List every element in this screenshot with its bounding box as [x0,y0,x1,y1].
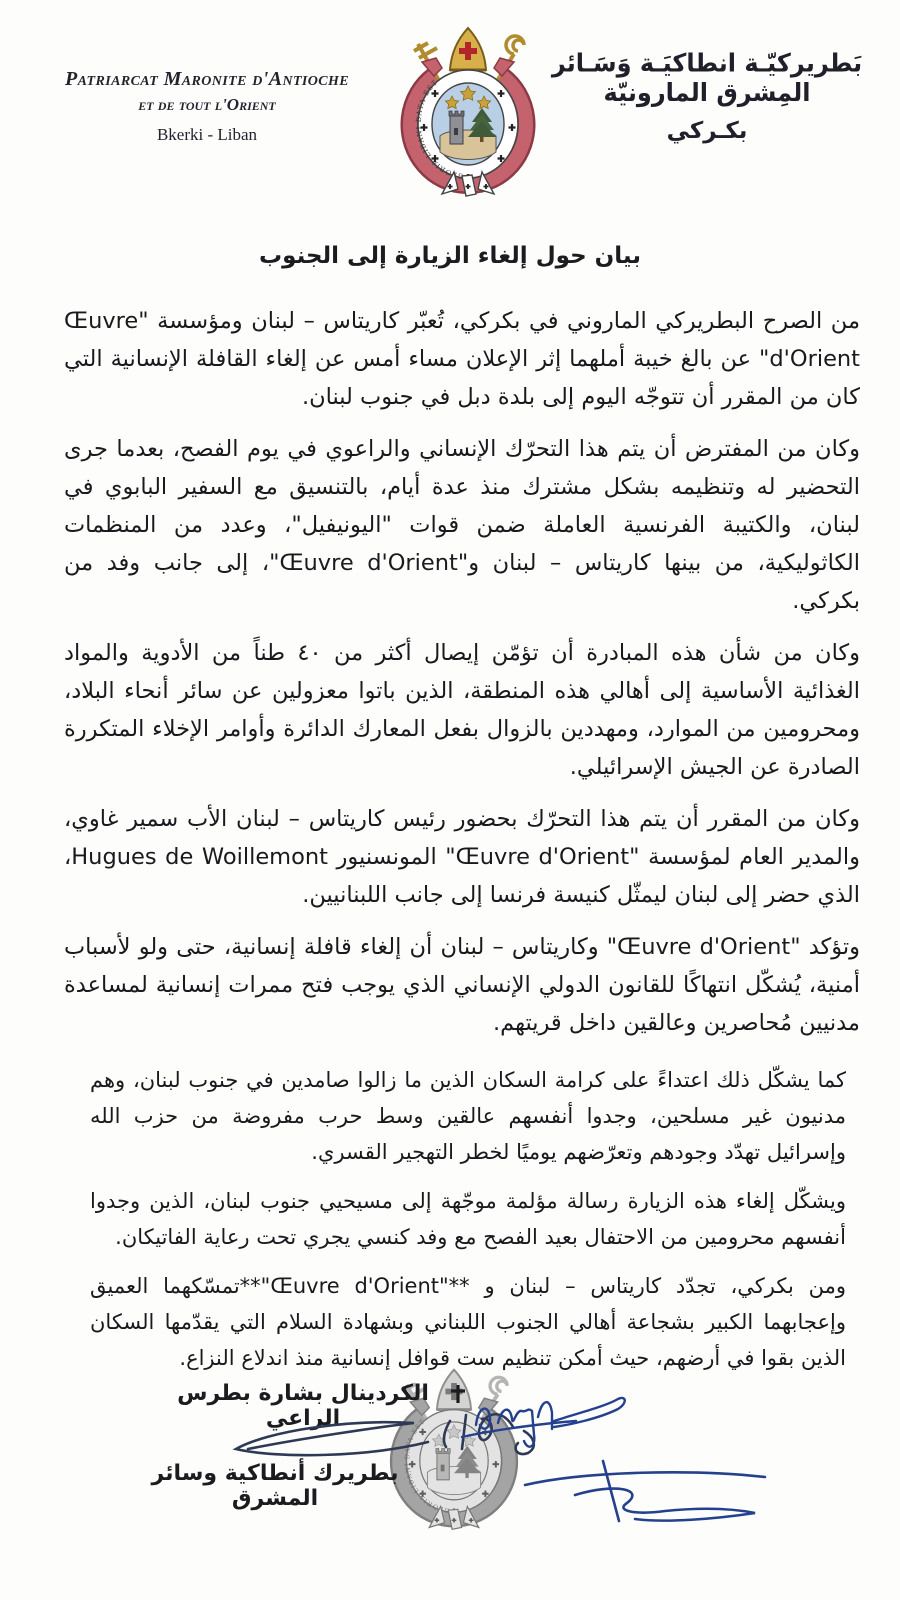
signatory-title: بطريرك أنطاكية وسائر المشرق [151,1461,399,1511]
paragraph-5: وتؤكد "Œuvre d'Orient" وكاريتاس – لبنان أن إلغاء قافلة إنسانية، حتى ولو لأسباب أمنية، يُشكّل انتهاكًا للقانون الدولي الإنساني الذي يوجب فتح ممرات إنسانية لمساعدة مدنيين مُحاصرين وعالقين داخل قريتهم. [64,934,860,1036]
signatory-name: الكردينال بشارة بطرس الراعي [177,1381,429,1431]
signature-block [0,1355,900,1600]
org-name-fr-line2: et de tout l'Orient [138,95,276,114]
paragraph-2: وكان من المفترض أن يتم هذا التحرّك الإنساني والراعوي في يوم الفصح، بعدما جرى التحضير له وتنظيمه بشكل مشترك منذ عدة أيام، بالتنسيق مع السفير البابوي في لبنان، والكتيبة الفرنسية العاملة ضمن قوات "اليونيفيل"، وعدد من المنظمات الكاثوليكية، من بينها كاريتاس – لبنان و"Œuvre d'Orient"، إلى جانب وفد من بكركي. [64,436,860,614]
org-location-fr: Bkerki - Liban [156,125,258,144]
paragraph-4: وكان من المقرر أن يتم هذا التحرّك بحضور رئيس كاريتاس – لبنان الأب سمير غاوي، والمدير العام لمؤسسة "Œuvre d'Orient" المونسنيور Hugues de Woillemont، الذي حضر إلى لبنان ليمثّل كنيسة فرنسا إلى جانب اللبنانيين. [64,806,860,908]
org-name-fr-line1: Patriarcat Maronite d'Antioche [64,68,350,90]
patriarchate-coat-of-arms-icon [388,24,548,199]
statement-body-indented [64,1062,860,1376]
org-name-ar: بَطريركيّـة انطاكيَـة وَسَـائر المِشرق المارونيّة [551,48,863,108]
paragraph-7: ويشكّل إلغاء هذه الزيارة رسالة مؤلمة موجّهة إلى مسيحيي جنوب لبنان، الذين وجدوا أنفسهم محرومين من الاحتفال بعيد الفصح مع وفد كنسي يجري تحت رعاية الفاتيكان. [90,1189,846,1249]
letterhead-french [42,68,372,145]
statement-title: بيان حول إلغاء الزيارة إلى الجنوب [259,243,641,270]
paragraph-8: ومن بكركي، تجدّد كاريتاس – لبنان و **"Œuvre d'Orient"**تمسّكهما العميق وإعجابهما الكبير بشجاعة أهالي الجنوب اللبناني وبشهادة السلام التي يقدّمها السكان الذين بقوا في أرضهم، حيث أمكن تنظيم ست قوافل إنسانية منذ اندلاع النزاع. [90,1274,846,1370]
paragraph-1: من الصرح البطريركي الماروني في بكركي، تُعبّر كاريتاس – لبنان ومؤسسة "Œuvre d'Orient" عن بالغ خيبة أملهما إثر الإعلان مساء أمس عن إلغاء القافلة الإنسانية التي كان من المقرر أن تتوجّه اليوم إلى بلدة دبل في جنوب لبنان. [64,308,860,410]
org-location-ar: بكـركي [666,118,748,144]
handwritten-signature-blue-2 [515,1455,780,1535]
paragraph-3: وكان من شأن هذه المبادرة أن تؤمّن إيصال أكثر من ٤٠ طناً من الأدوية والمواد الغذائية الأساسية إلى أهالي هذه المنطقة، الذين باتوا معزولين عن سائر أنحاء البلاد، ومحرومين من الموارد، ومهددين بالزوال بفعل المعارك الدائرة وأوامر الإخلاء المتكررة الصادرة عن الجيش الإسرائيلي. [64,640,860,780]
handwritten-signature-blue-1 [458,1377,633,1462]
paragraph-6: كما يشكّل ذلك اعتداءً على كرامة السكان الذين ما زالوا صامدين في جنوب لبنان، وهم مدنيون غير مسلحين، وجدوا أنفسهم عالقين وسط حرب مفروضة من حزب الله وإسرائيل تهدّد وجودهم وتعرّضهم يوميًا لخطر التهجير القسري. [90,1068,846,1164]
statement-body [64,302,860,1389]
letterhead-arabic [532,50,882,144]
